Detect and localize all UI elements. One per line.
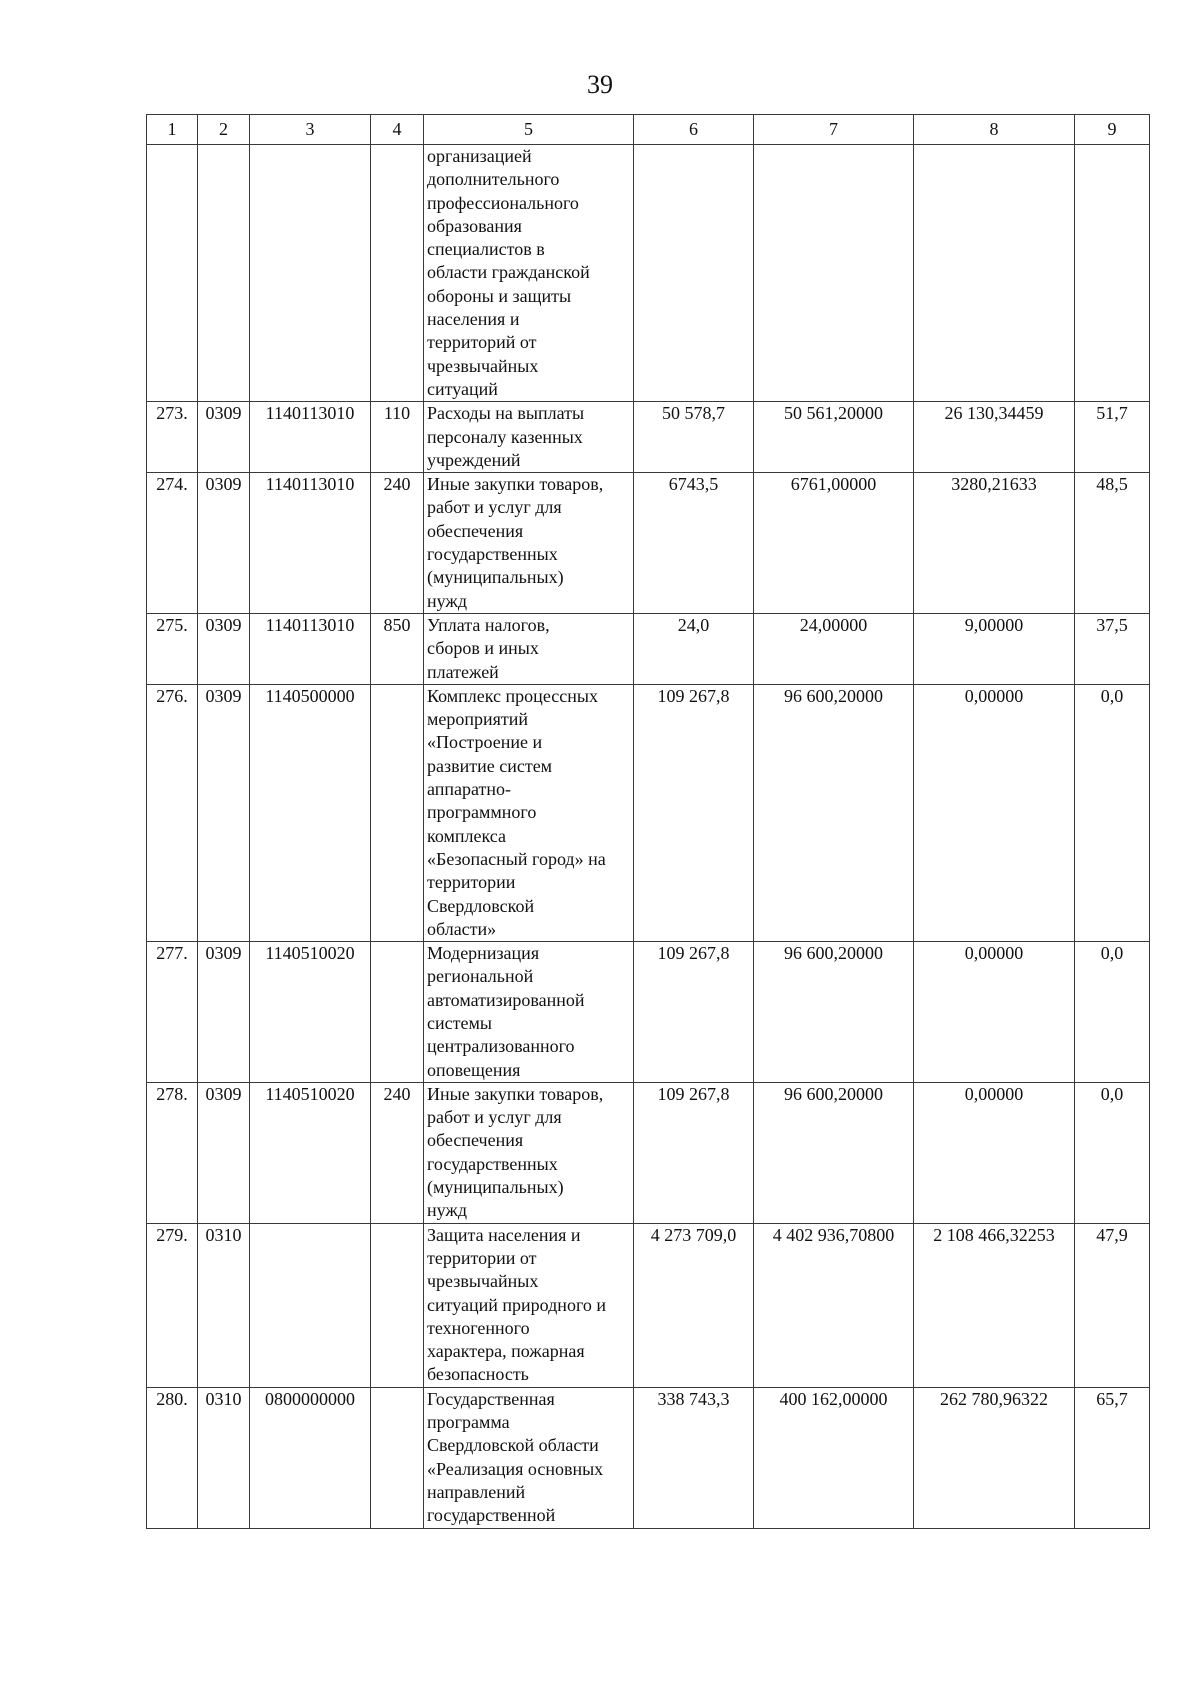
item-name-line: «Безопасный город» на [427,848,606,869]
item-name-line: Расходы на выплаты [427,403,585,424]
column-header: 3 [250,115,371,145]
section-code-cell: 0309 [198,1082,250,1223]
executed-amount-cell: 262 780,96322 [914,1387,1075,1528]
item-name-line: чрезвычайных [427,1271,539,1292]
item-name-line: дополнительного [427,169,560,190]
row-number-cell [147,145,198,402]
executed-amount-cell: 0,00000 [914,1082,1075,1223]
item-name-line: мероприятий [427,709,529,730]
expense-type-cell [371,684,424,941]
table-row [147,1223,1150,1387]
expense-type-cell [371,1387,424,1528]
planned-amount-cell: 4 402 936,70800 [754,1223,914,1387]
item-name-line: развитие систем [427,755,553,776]
budget-table [146,114,1150,1529]
item-name-line: (муниципальных) [427,567,564,588]
item-name-cell [424,1387,634,1528]
expense-type-cell: 850 [371,613,424,684]
item-name-line: работ и услуг для [427,497,562,518]
executed-amount-cell: 26 130,34459 [914,402,1075,473]
section-code-cell: 0309 [198,402,250,473]
table-row [147,1387,1150,1528]
execution-percent-cell: 0,0 [1075,684,1150,941]
target-article-cell: 1140500000 [250,684,371,941]
item-name-line: обороны и защиты [427,285,572,306]
column-header: 6 [634,115,754,145]
item-name-line: Свердловской [427,895,535,916]
row-number-cell: 277. [147,942,198,1083]
item-name-line: «Построение и [427,732,543,753]
item-name-line: «Реализация основных [427,1458,604,1479]
item-name-cell [424,684,634,941]
execution-percent-cell: 0,0 [1075,942,1150,1083]
item-name-line: территории от [427,1247,537,1268]
expense-type-cell: 240 [371,1082,424,1223]
section-code-cell: 0310 [198,1223,250,1387]
item-name-line: направлений [427,1481,526,1502]
planned-amount-cell: 400 162,00000 [754,1387,914,1528]
planned-amount-cell: 6761,00000 [754,473,914,614]
planned-amount-cell: 50 561,20000 [754,402,914,473]
approved-amount-cell: 6743,5 [634,473,754,614]
row-number-cell: 276. [147,684,198,941]
item-name-line: Иные закупки товаров, [427,474,604,495]
item-name-line: специалистов в [427,239,545,260]
approved-amount-cell: 109 267,8 [634,942,754,1083]
expense-type-cell [371,942,424,1083]
expense-type-cell [371,1223,424,1387]
item-name-line: нужд [427,1200,467,1221]
item-name-line: чрезвычайных [427,355,539,376]
table-row [147,942,1150,1083]
execution-percent-cell: 47,9 [1075,1223,1150,1387]
item-name-line: программного [427,802,537,823]
item-name-line: государственных [427,1153,558,1174]
planned-amount-cell [754,145,914,402]
item-name-line: Иные закупки товаров, [427,1083,604,1104]
approved-amount-cell: 109 267,8 [634,684,754,941]
executed-amount-cell: 3280,21633 [914,473,1075,614]
item-name-line: централизованного [427,1036,575,1057]
column-number-header-row [147,115,1150,145]
section-code-cell: 0309 [198,473,250,614]
item-name-line: аппаратно- [427,779,512,800]
table-row [147,473,1150,614]
column-header: 5 [424,115,634,145]
execution-percent-cell [1075,145,1150,402]
execution-percent-cell: 51,7 [1075,402,1150,473]
approved-amount-cell: 24,0 [634,613,754,684]
row-number-cell: 278. [147,1082,198,1223]
item-name-cell [424,402,634,473]
target-article-cell [250,1223,371,1387]
item-name-line: платежей [427,661,499,682]
item-name-line: населения и [427,309,520,330]
item-name-line: (муниципальных) [427,1177,564,1198]
planned-amount-cell: 96 600,20000 [754,942,914,1083]
item-name-line: Уплата налогов, [427,614,550,635]
column-header: 2 [198,115,250,145]
item-name-line: сборов и иных [427,638,539,659]
executed-amount-cell [914,145,1075,402]
item-name-line: безопасность [427,1364,529,1385]
item-name-line: программа [427,1412,510,1433]
expense-type-cell: 110 [371,402,424,473]
item-name-line: образования [427,215,522,236]
target-article-cell: 0800000000 [250,1387,371,1528]
execution-percent-cell: 48,5 [1075,473,1150,614]
planned-amount-cell: 24,00000 [754,613,914,684]
planned-amount-cell: 96 600,20000 [754,684,914,941]
section-code-cell: 0310 [198,1387,250,1528]
item-name-line: работ и услуг для [427,1107,562,1128]
executed-amount-cell: 0,00000 [914,684,1075,941]
item-name-line: системы [427,1012,492,1033]
expense-type-cell [371,145,424,402]
row-number-cell: 274. [147,473,198,614]
section-code-cell: 0309 [198,684,250,941]
item-name-line: территории [427,872,516,893]
item-name-line: Модернизация [427,943,540,964]
item-name-line: обеспечения [427,520,524,541]
table-row [147,684,1150,941]
target-article-cell: 1140510020 [250,942,371,1083]
execution-percent-cell: 37,5 [1075,613,1150,684]
row-number-cell: 273. [147,402,198,473]
item-name-line: государственных [427,544,558,565]
item-name-line: государственной [427,1505,556,1526]
section-code-cell [198,145,250,402]
target-article-cell: 1140113010 [250,613,371,684]
item-name-cell [424,942,634,1083]
approved-amount-cell [634,145,754,402]
item-name-line: оповещения [427,1059,521,1080]
item-name-cell [424,1223,634,1387]
item-name-line: Комплекс процессных [427,685,598,706]
column-header: 1 [147,115,198,145]
target-article-cell: 1140113010 [250,473,371,614]
item-name-line: комплекса [427,825,506,846]
approved-amount-cell: 338 743,3 [634,1387,754,1528]
executed-amount-cell: 9,00000 [914,613,1075,684]
item-name-line: области» [427,918,497,939]
item-name-line: профессионального [427,192,579,213]
row-number-cell: 279. [147,1223,198,1387]
row-number-cell: 275. [147,613,198,684]
approved-amount-cell: 4 273 709,0 [634,1223,754,1387]
item-name-line: Государственная [427,1388,555,1409]
item-name-line: техногенного [427,1317,530,1338]
item-name-line: Защита населения и [427,1224,581,1245]
section-code-cell: 0309 [198,942,250,1083]
row-number-cell: 280. [147,1387,198,1528]
expense-type-cell: 240 [371,473,424,614]
item-name-cell [424,1082,634,1223]
item-name-line: обеспечения [427,1130,524,1151]
item-name-line: учреждений [427,449,521,470]
item-name-line: области гражданской [427,262,590,283]
column-header: 7 [754,115,914,145]
page-number: 39 [587,70,613,99]
approved-amount-cell: 50 578,7 [634,402,754,473]
column-header: 9 [1075,115,1150,145]
item-name-line: региональной [427,966,534,987]
item-name-line: автоматизированной [427,989,585,1010]
target-article-cell [250,145,371,402]
executed-amount-cell: 2 108 466,32253 [914,1223,1075,1387]
budget-table-body [147,145,1150,1529]
item-name-cell [424,473,634,614]
table-row [147,1082,1150,1223]
item-name-line: персоналу казенных [427,426,583,447]
item-name-line: организацией [427,146,532,166]
executed-amount-cell: 0,00000 [914,942,1075,1083]
table-row [147,402,1150,473]
target-article-cell: 1140510020 [250,1082,371,1223]
table-row [147,613,1150,684]
table-row [147,145,1150,402]
target-article-cell: 1140113010 [250,402,371,473]
item-name-line: Свердловской области [427,1435,599,1456]
item-name-line: ситуаций природного и [427,1294,607,1315]
item-name-line: характера, пожарная [427,1341,585,1362]
item-name-cell [424,613,634,684]
execution-percent-cell: 65,7 [1075,1387,1150,1528]
approved-amount-cell: 109 267,8 [634,1082,754,1223]
item-name-line: территорий от [427,332,537,353]
column-header: 4 [371,115,424,145]
item-name-cell [424,145,634,402]
item-name-line: нужд [427,590,467,611]
column-header: 8 [914,115,1075,145]
item-name-line: ситуаций [427,378,498,399]
section-code-cell: 0309 [198,613,250,684]
planned-amount-cell: 96 600,20000 [754,1082,914,1223]
execution-percent-cell: 0,0 [1075,1082,1150,1223]
